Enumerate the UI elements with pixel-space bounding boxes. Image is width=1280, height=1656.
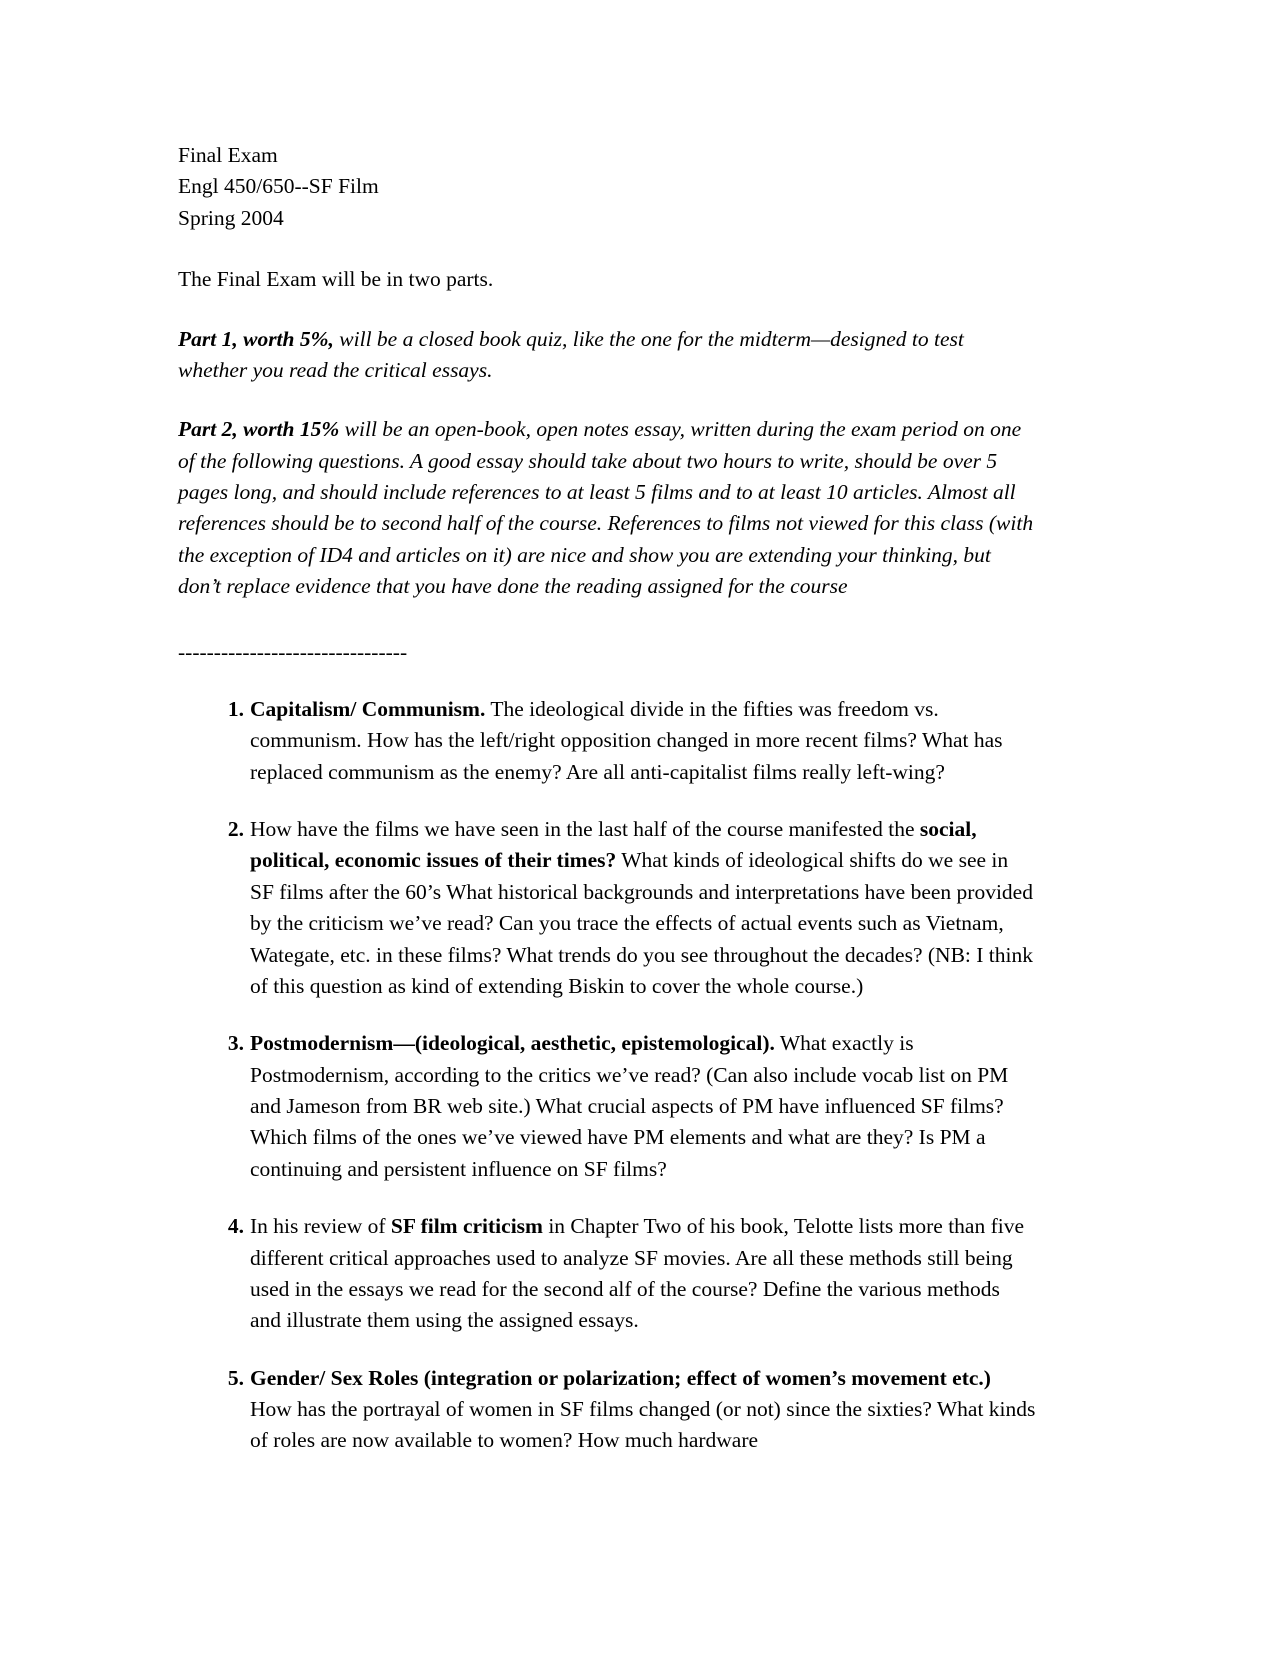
- question-lead-5: Gender/ Sex Roles (integration or polarization; effect of women’s movement etc.): [250, 1365, 991, 1390]
- question-body-4: in Chapter Two of his book, Telotte lists more than five different critical approaches used to analyze SF movies. Are all these methods still being used in the essays we read for the second alf of the course? Define the various methods and illustrate them using the assigned essays.: [250, 1214, 1025, 1333]
- question-lead-3: Postmodernism—(ideological, aesthetic, epistemological).: [250, 1031, 775, 1056]
- header-line-term: Spring 2004: [178, 205, 284, 230]
- question-pre-2: How have the films we have seen in the last half of the course manifested the: [250, 817, 920, 841]
- question-lead-1: Capitalism/ Communism.: [250, 696, 486, 721]
- question-lead-4: SF film criticism: [390, 1214, 543, 1239]
- question-text-5: [250, 1363, 1036, 1457]
- header-line-course: Engl 450/650--SF Film: [178, 174, 379, 199]
- question-text-2: [250, 814, 1036, 1002]
- question-number-1: 1.: [227, 696, 244, 721]
- question-text-1: [250, 694, 1036, 788]
- part-2-label: Part 2, worth 15%: [178, 417, 340, 442]
- question-number-3: 3.: [227, 1031, 244, 1056]
- document-body: [178, 140, 1036, 1457]
- question-body-2: What kinds of ideological shifts do we see in SF films after the 60’s What historical backgrounds and interpretations have been provided by the criticism we’ve read? Can you trace the effects of actual events such as Vietnam, Wategate, etc. in these films? What trends do you see throughout the decades? (NB: I think of this question as kind of extending Biskin to cover the whole course.): [250, 848, 1033, 998]
- exam-header: [178, 140, 1036, 234]
- question-text-3: [250, 1028, 1036, 1185]
- question-item-2: [178, 814, 1036, 1002]
- part-2-paragraph: [178, 414, 1036, 602]
- question-lead-2: social, political, economic issues of their times?: [250, 817, 977, 873]
- part-2-text: will be an open-book, open notes essay, written during the exam period on one of the following questions. A good essay should take about two hours to write, should be over 5 pages long, and should include references to at least 5 films and to at least 10 articles. Almost all references should be to second half of the course. References to films not viewed for this class (with the exception of ID4 and articles on it) are nice and show you are extending your thinking, but don’t replace evidence that you have done the reading assigned for the course: [178, 417, 1034, 599]
- part-1-label: Part 1, worth 5%,: [178, 326, 334, 351]
- question-item-3: [178, 1028, 1036, 1185]
- question-number-5: 5.: [227, 1365, 244, 1390]
- question-item-4: [178, 1211, 1036, 1337]
- question-body-3: What exactly is Postmodernism, according to the critics we’ve read? (Can also include vocab list on PM and Jameson from BR web site.) What crucial aspects of PM have influenced SF films? Which films of the ones we’ve viewed have PM elements and what are they? Is PM a continuing and persistent influence on SF films?: [250, 1031, 1009, 1181]
- part-1-paragraph: [178, 324, 1036, 387]
- question-body-1: The ideological divide in the fifties was freedom vs. communism. How has the left/right opposition changed in more recent films? What has replaced communism as the enemy? Are all anti-capitalist films really left-wing?: [250, 696, 1003, 784]
- intro-paragraph: The Final Exam will be in two parts.: [178, 267, 494, 292]
- question-text-4: [250, 1211, 1036, 1337]
- question-number-4: 4.: [227, 1214, 244, 1239]
- question-pre-4: In his review of: [250, 1214, 391, 1239]
- question-item-5: [178, 1363, 1036, 1457]
- question-list: [178, 694, 1036, 1457]
- question-number-2: 2.: [227, 817, 244, 841]
- section-divider: --------------------------------: [178, 639, 408, 664]
- question-item-1: [178, 694, 1036, 788]
- header-line-title: Final Exam: [178, 143, 278, 167]
- part-1-text: will be a closed book quiz, like the one for the midterm—designed to test whether you read the critical essays.: [178, 326, 964, 382]
- question-body-5: How has the portrayal of women in SF films changed (or not) since the sixties? What kinds of roles are now available to women? How much hardware: [250, 1397, 1036, 1453]
